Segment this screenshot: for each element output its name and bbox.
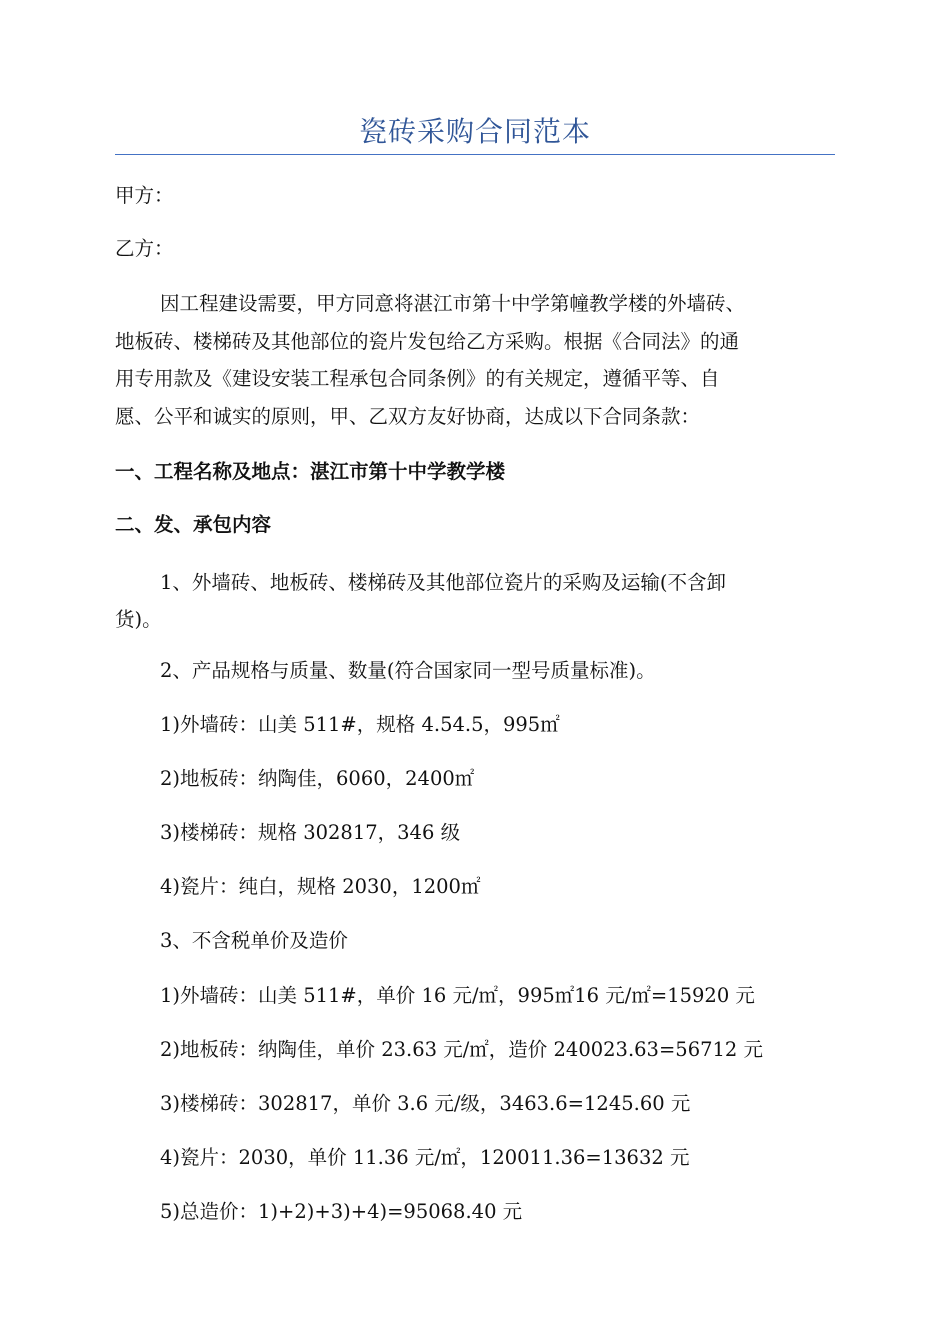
scope-item-1 [115,564,835,638]
scope-item-2: 2、产品规格与质量、数量(符合国家同一型号质量标准)。 [160,659,656,682]
spec-line: 1)外墙砖：山美 511#，规格 4.54.5，995㎡ [160,713,560,736]
spec-line: 2)地板砖：纳陶佳，6060，2400㎡ [160,767,475,790]
spec-line: 3)楼梯砖：规格 302817，346 级 [160,821,461,844]
price-total-line: 5)总造价：1)+2)+3)+4)=95068.40 元 [160,1200,523,1223]
intro-paragraph [115,285,835,436]
intro-line: 因工程建设需要，甲方同意将湛江市第十中学第幢教学楼的外墙砖、 [160,292,746,315]
scope-item-line: 1、外墙砖、地板砖、楼梯砖及其他部位瓷片的采购及运输(不含卸 [160,571,727,594]
document-title: 瓷砖采购合同范本 [358,115,591,148]
intro-line: 愿、公平和诚实的原则，甲、乙双方友好协商，达成以下合同条款： [115,405,701,429]
price-line: 2)地板砖：纳陶佳，单价 23.63 元/㎡，造价 240023.63=56712 元 [160,1038,764,1061]
scope-item-3: 3、不含税单价及造价 [160,929,348,952]
price-line: 1)外墙砖：山美 511#，单价 16 元/㎡，995㎡16 元/㎡=15920 元 [160,984,755,1007]
price-line: 4)瓷片：2030，单价 11.36 元/㎡，120011.36=13632 元 [160,1146,690,1169]
scope-item-line: 货)。 [115,608,162,631]
spec-line: 4)瓷片：纯白，规格 2030，1200㎡ [160,875,481,898]
section-heading-scope: 二、发、承包内容 [115,513,272,536]
intro-line: 地板砖、楼梯砖及其他部位的瓷片发包给乙方采购。根据《合同法》的通 [115,329,740,353]
intro-line: 用专用款及《建设安装工程承包合同条例》的有关规定，遵循平等、自 [115,367,720,391]
price-line: 3)楼梯砖：302817，单价 3.6 元/级，3463.6=1245.60 元 [160,1092,691,1115]
section-heading-project: 一、工程名称及地点：湛江市第十中学教学楼 [115,460,506,483]
party-b-label: 乙方： [115,237,174,260]
party-a-label: 甲方： [115,184,174,207]
title-underline [115,154,835,155]
